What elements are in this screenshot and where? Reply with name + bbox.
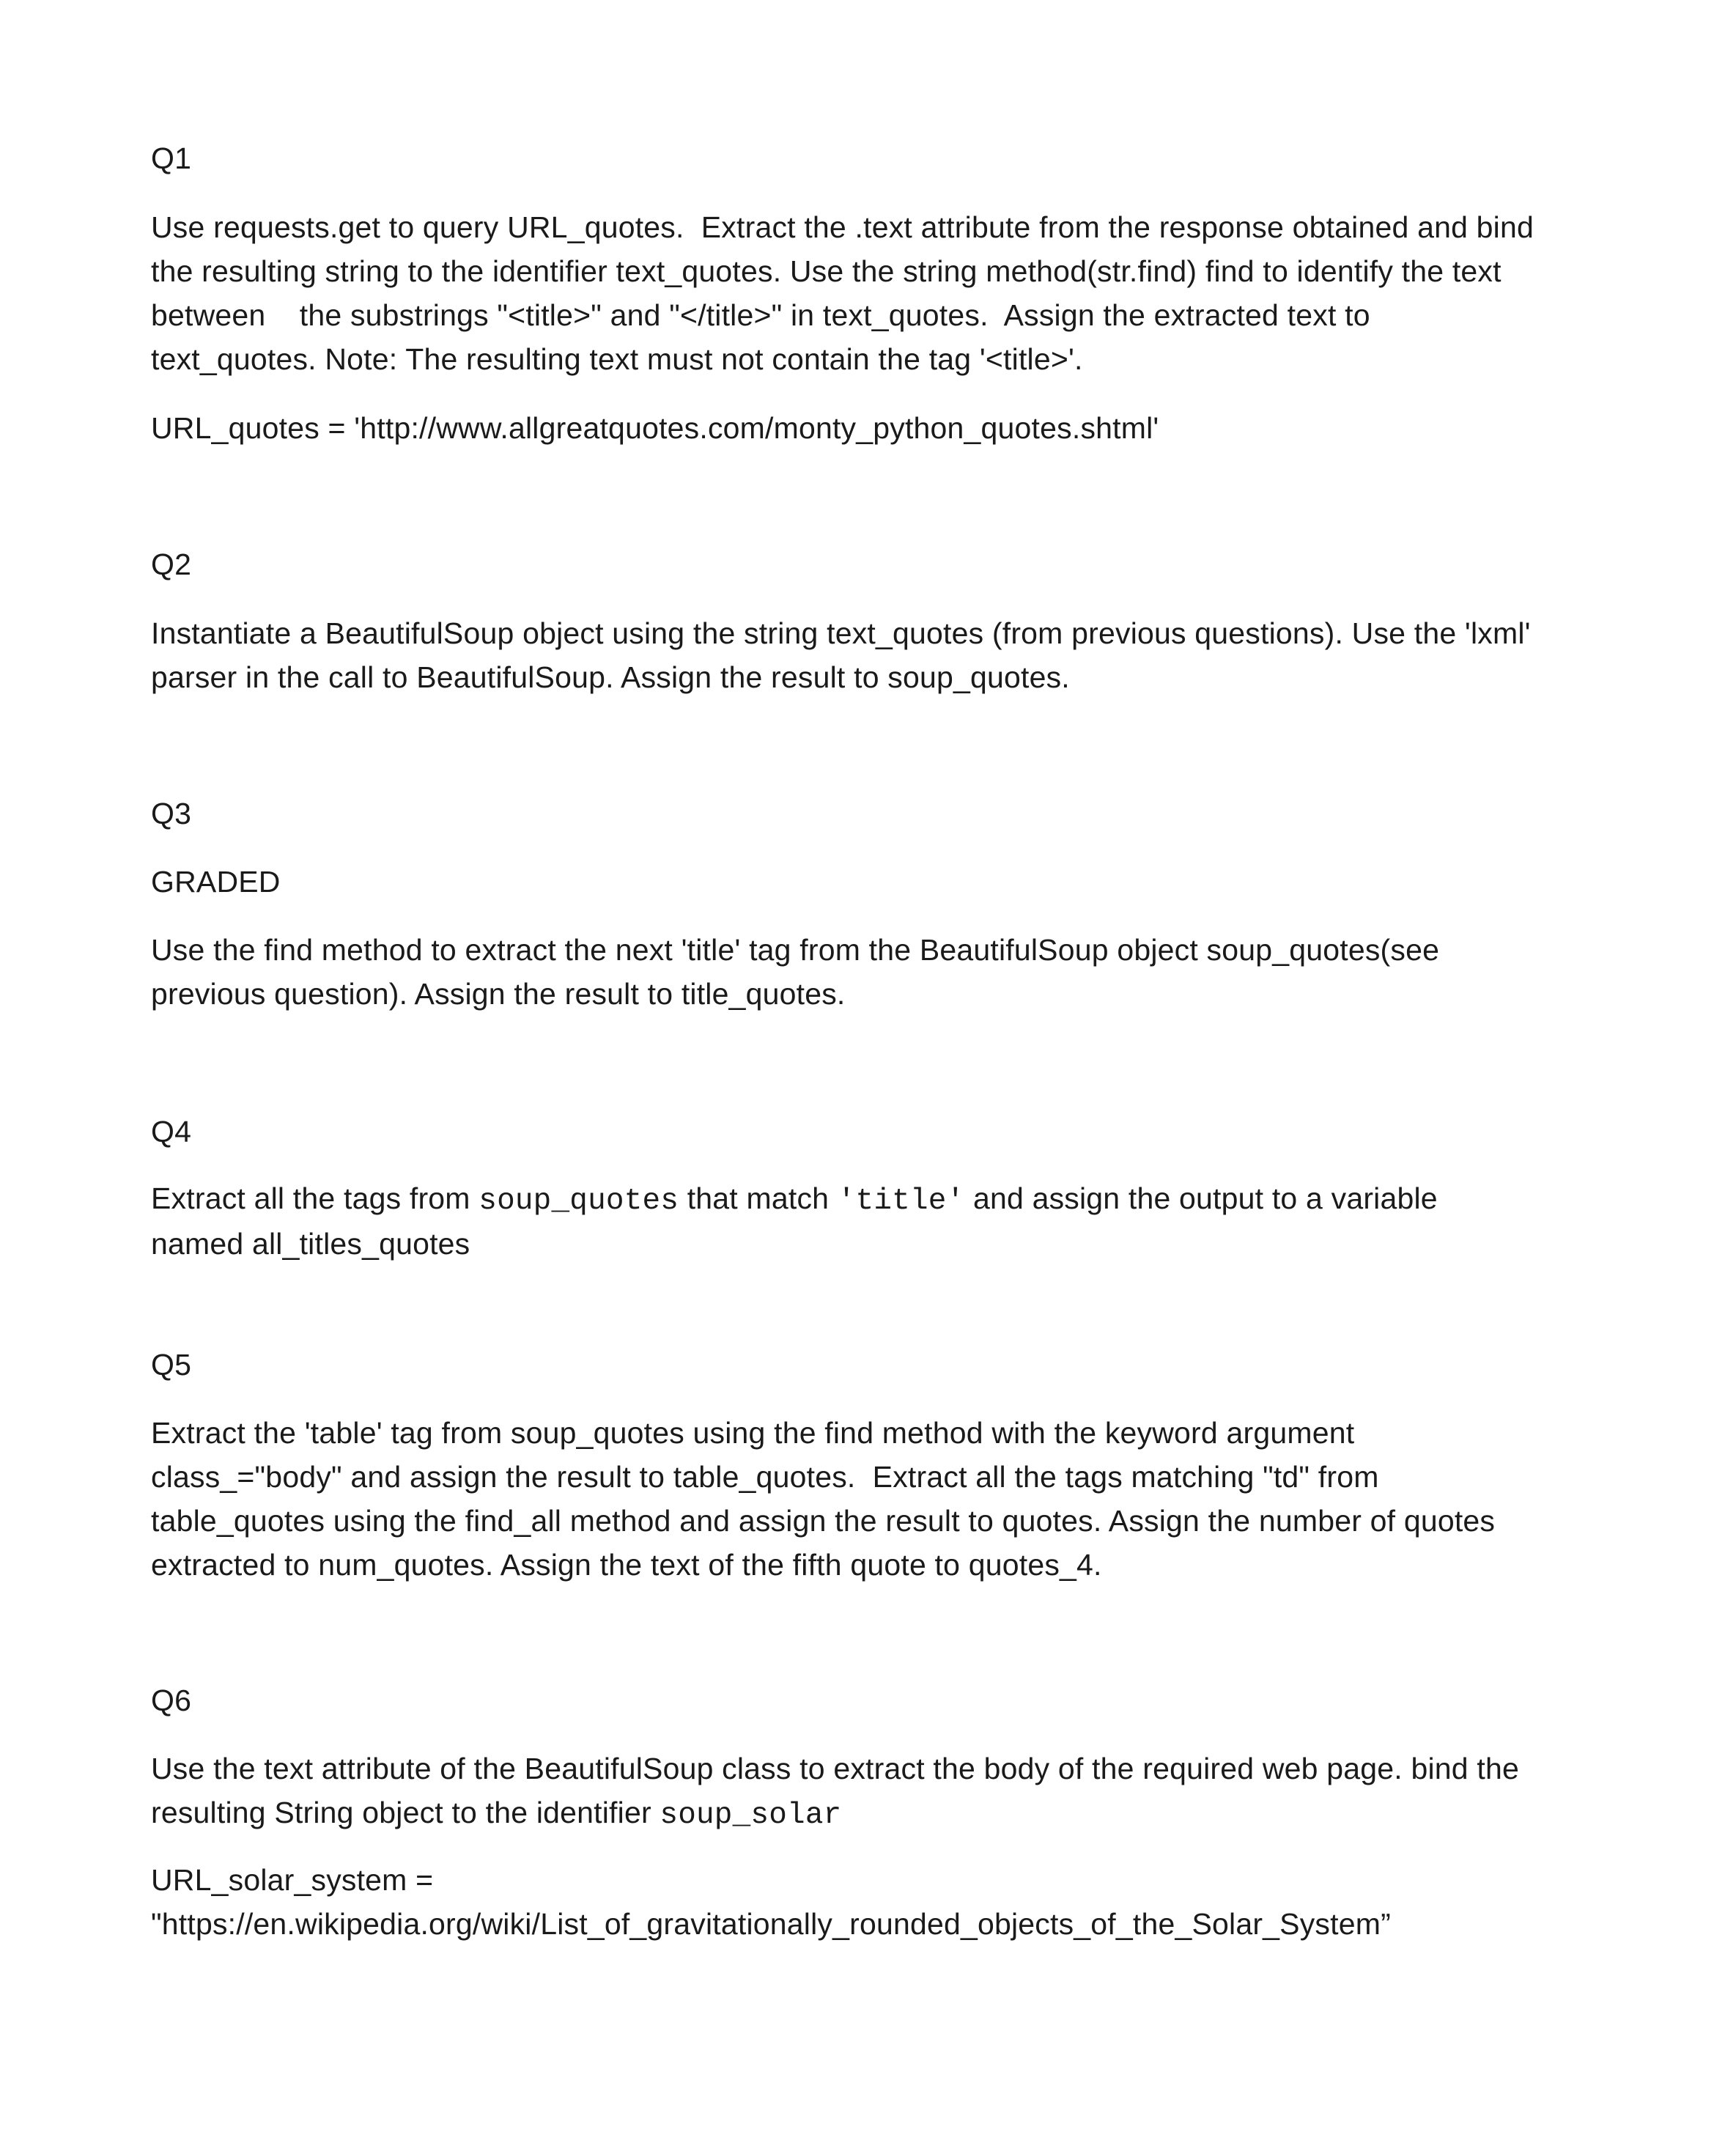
question-5-body [151, 1411, 1617, 1587]
url-solar-system-line-2: "https://en.wikipedia.org/wiki/List_of_gravitationally_rounded_objects_of_the_Solar_System” [151, 1907, 1391, 1941]
question-6-line-1 [151, 1747, 1617, 1791]
question-1-line-4: text_quotes. Note: The resulting text must not contain the tag '<title>'. [151, 342, 1083, 376]
question-1-url [151, 406, 1617, 450]
question-4-text-2: that match [679, 1181, 838, 1215]
question-6-text-1b: bind the [1402, 1752, 1519, 1785]
question-1-label: Q1 [151, 141, 192, 175]
question-2-line-1: Instantiate a BeautifulSoup object using the string text_quotes (from previous questions). Use the 'lxml' [151, 616, 1531, 650]
question-2-body [151, 611, 1617, 699]
question-6-line-2 [151, 1791, 1617, 1837]
question-4-line-2: named all_titles_quotes [151, 1227, 470, 1261]
question-6-label: Q6 [151, 1684, 192, 1717]
question-4-text-1: Extract all the tags from [151, 1181, 479, 1215]
question-3-line-1: Use the find method to extract the next 'title' tag from the BeautifulSoup object soup_quotes(see [151, 933, 1440, 967]
question-5-line-1: Extract the 'table' tag from soup_quotes using the find method with the keyword argument [151, 1416, 1355, 1450]
question-3 [151, 792, 1617, 836]
question-1-line-1: Use requests.get to query URL_quotes. Extract the .text attribute from the response obtained and bind [151, 210, 1534, 244]
question-4-label: Q4 [151, 1115, 192, 1148]
question-2-line-2: parser in the call to BeautifulSoup. Assign the result to soup_quotes. [151, 660, 1070, 694]
question-1 [151, 136, 1617, 180]
question-2 [151, 542, 1617, 586]
question-4-line-1 [151, 1177, 1617, 1223]
question-3-line-2: previous question). Assign the result to title_quotes. [151, 977, 846, 1011]
graded-label: GRADED [151, 865, 281, 899]
question-4-body [151, 1177, 1617, 1265]
question-3-label: Q3 [151, 797, 192, 830]
question-5-line-3: table_quotes using the find_all method and assign the result to quotes. Assign the number of quotes [151, 1504, 1496, 1538]
question-6-text-2: resulting String object to the identifier [151, 1796, 660, 1829]
question-3-graded [151, 860, 1617, 904]
code-title-string: 'title' [837, 1184, 965, 1218]
code-soup-solar: soup_solar [660, 1799, 842, 1832]
url-solar-system-line-1: URL_solar_system = [151, 1863, 434, 1897]
question-1-line-3: between the substrings "<title>" and "</title>" in text_quotes. Assign the extracted text to [151, 298, 1370, 332]
question-5-line-2: class_="body" and assign the result to table_quotes. Extract all the tags matching "td" from [151, 1460, 1379, 1494]
question-5-label: Q5 [151, 1348, 192, 1382]
code-soup-quotes: soup_quotes [479, 1184, 679, 1218]
question-5-line-4: extracted to num_quotes. Assign the text of the fifth quote to quotes_4. [151, 1548, 1102, 1582]
question-3-body [151, 928, 1617, 1016]
question-6-body [151, 1747, 1617, 1837]
question-1-line-2: the resulting string to the identifier text_quotes. Use the string method(str.find) find to identify the text [151, 254, 1502, 288]
question-2-label: Q2 [151, 547, 192, 581]
question-6-text-1a: Use the text attribute of the BeautifulSoup class to extract the body of the required web page. [151, 1752, 1403, 1785]
question-6 [151, 1678, 1617, 1722]
question-4 [151, 1110, 1617, 1154]
question-6-url [151, 1858, 1617, 1946]
question-5 [151, 1343, 1617, 1387]
url-quotes-line: URL_quotes = 'http://www.allgreatquotes.com/monty_python_quotes.shtml' [151, 411, 1159, 445]
question-4-text-3: and assign the output to a variable [964, 1181, 1438, 1215]
question-1-body [151, 205, 1617, 381]
